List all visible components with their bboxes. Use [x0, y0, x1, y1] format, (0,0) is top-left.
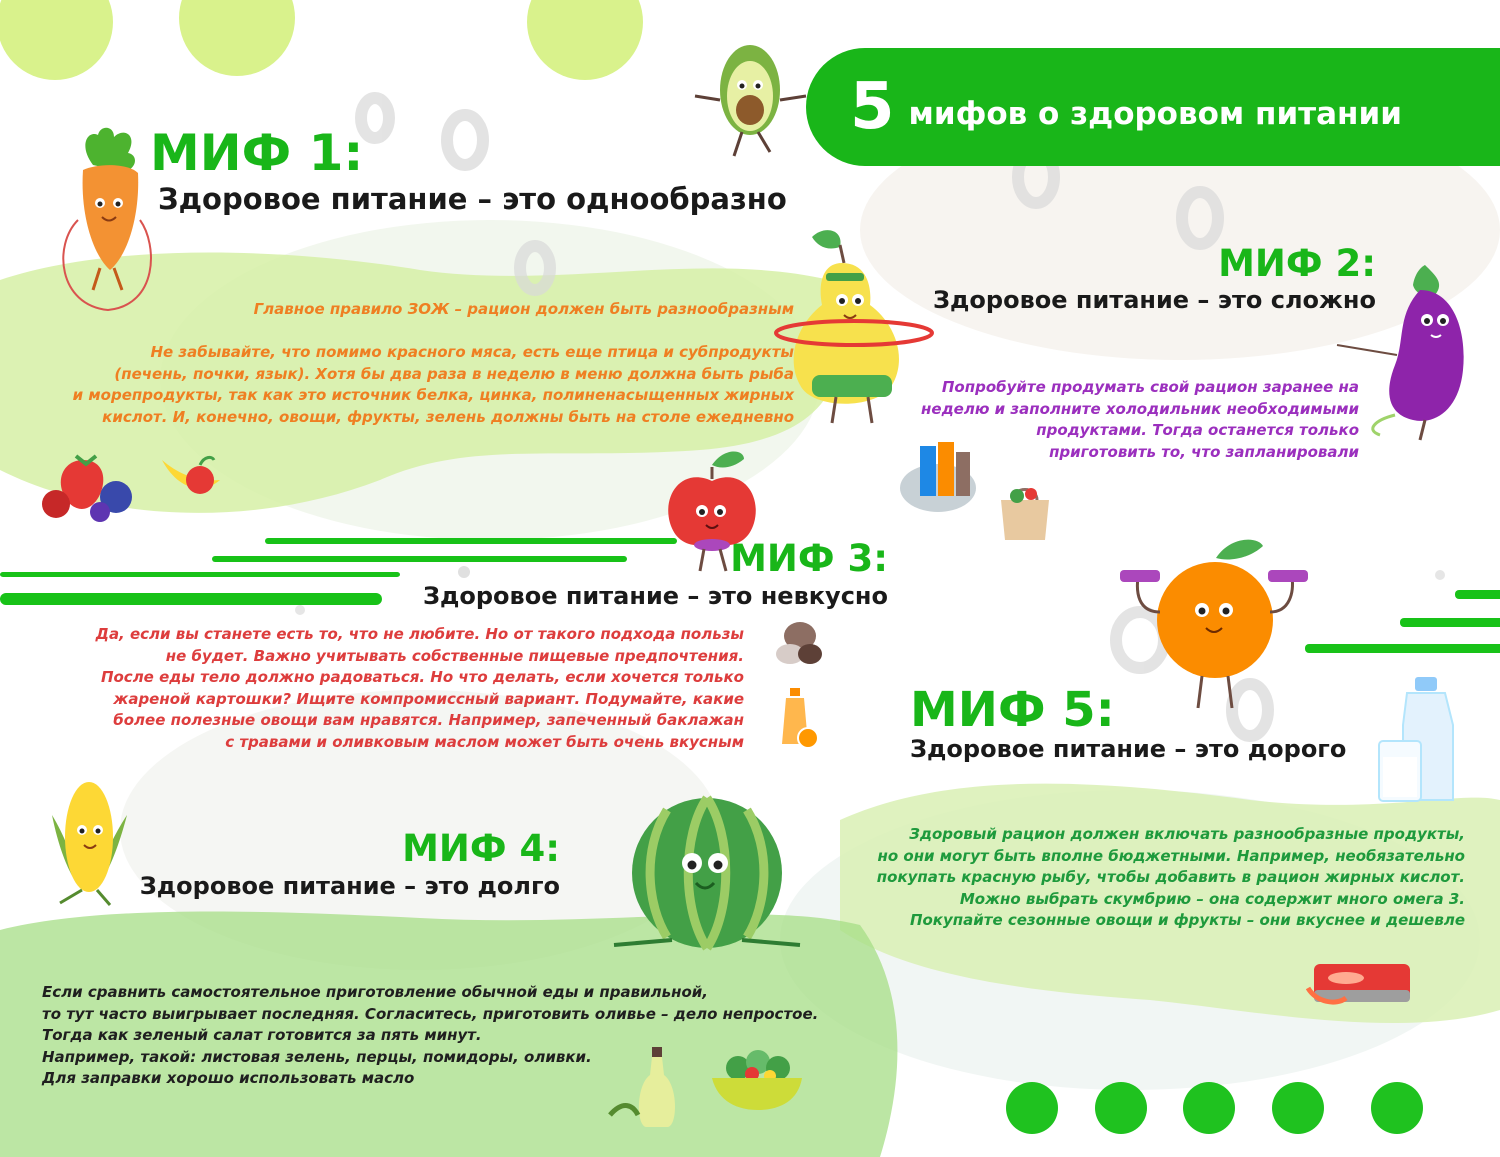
myth-3-text: Да, если вы станете есть то, что не любите. Но от такого подхода пользы не будет. Важно учитывать собственные пищевые предпочтения. После еды тело должно радоваться. Но что делать, если хочется только жареной картошки? Ищите компромиссный вариант. Подумайте, какие более полезные овощи вам нравятся. Например, запеченный баклажан с травами и оливковым маслом может быть очень вкусным	[95, 625, 744, 751]
myth-2-subtitle: Здоровое питание – это сложно	[932, 286, 1376, 314]
myth-2-text: Попробуйте продумать свой рацион заранее на неделю и заполните холодильник необходимыми продуктами. Тогда останется только приготовить то, что запланировали	[921, 378, 1359, 461]
myth-3-heading: МИФ 3:	[730, 537, 888, 580]
myth-1-lead: Главное правило ЗОЖ – рацион должен быть разнообразным	[253, 300, 794, 318]
berries-icon	[38, 452, 138, 524]
myth-4-text: Если сравнить самостоятельное приготовление обычной еды и правильной, то тут часто выигрывает последняя. Согласитесь, приготовить оливье – дело непростое. Тогда как зеленый салат готовится за пять минут. Например, такой: листовая зелень, перцы, помидоры, оливки. Для заправки хорошо использовать масло	[42, 983, 819, 1087]
carrot-icon	[48, 125, 158, 315]
title-banner	[806, 48, 1500, 166]
watermelon-icon	[612, 785, 802, 970]
decor-dot	[1183, 1082, 1235, 1134]
nuts-icon	[772, 618, 827, 668]
fruit-bowl-icon	[158, 450, 228, 500]
pear-icon	[772, 225, 937, 430]
milk-icon	[1375, 675, 1460, 805]
eggplant-icon	[1335, 255, 1475, 445]
shopping-bag-icon	[995, 480, 1055, 542]
decor-dot	[1371, 1082, 1423, 1134]
myth-1-text: Не забывайте, что помимо красного мяса, есть еще птица и субпродукты (печень, почки, язык). Хотя бы два раза в неделю в меню должна быть рыба и морепродукты, так как это источник белка, цинка, полиненасыщенных жирных кислот. И, конечно, овощи, фрукты, зелень должны быть на столе ежедневно	[72, 343, 794, 426]
title-number: 5	[850, 70, 895, 144]
corn-icon	[42, 775, 137, 910]
myth-4-subtitle: Здоровое питание – это долго	[139, 872, 560, 900]
orange-icon	[1118, 532, 1313, 712]
apple-icon	[662, 445, 772, 575]
groceries-icon	[898, 438, 980, 513]
myth-5-heading: МИФ 5:	[910, 682, 1115, 738]
decor-dot	[1272, 1082, 1324, 1134]
decor-dot	[1095, 1082, 1147, 1134]
myth-3-subtitle: Здоровое питание – это невкусно	[422, 582, 888, 610]
myth-1-heading: МИФ 1:	[150, 124, 364, 182]
avocado-icon	[690, 30, 810, 160]
title-text: мифов о здоровом питании	[908, 96, 1402, 132]
juice-icon	[778, 684, 820, 752]
myth-2-heading: МИФ 2:	[1218, 242, 1376, 285]
myth-5-text: Здоровый рацион должен включать разнообразные продукты, но они могут быть вполне бюджетными. Например, необязательно покупать красную рыбу, чтобы добавить в рацион жирных кислот. Можно выбрать скумбрию – она содержит много омега 3. Покупайте сезонные овощи и фрукты – они вкуснее и дешевле	[876, 825, 1465, 929]
salad-bowl-icon	[708, 1040, 806, 1112]
oil-bottle-icon	[608, 1045, 680, 1130]
fish-icon	[1306, 962, 1414, 1010]
myth-5-subtitle: Здоровое питание – это дорого	[910, 735, 1347, 763]
decor-dot	[1006, 1082, 1058, 1134]
myth-4-heading: МИФ 4:	[402, 827, 560, 870]
myth-1-subtitle: Здоровое питание – это однообразно	[158, 182, 787, 216]
